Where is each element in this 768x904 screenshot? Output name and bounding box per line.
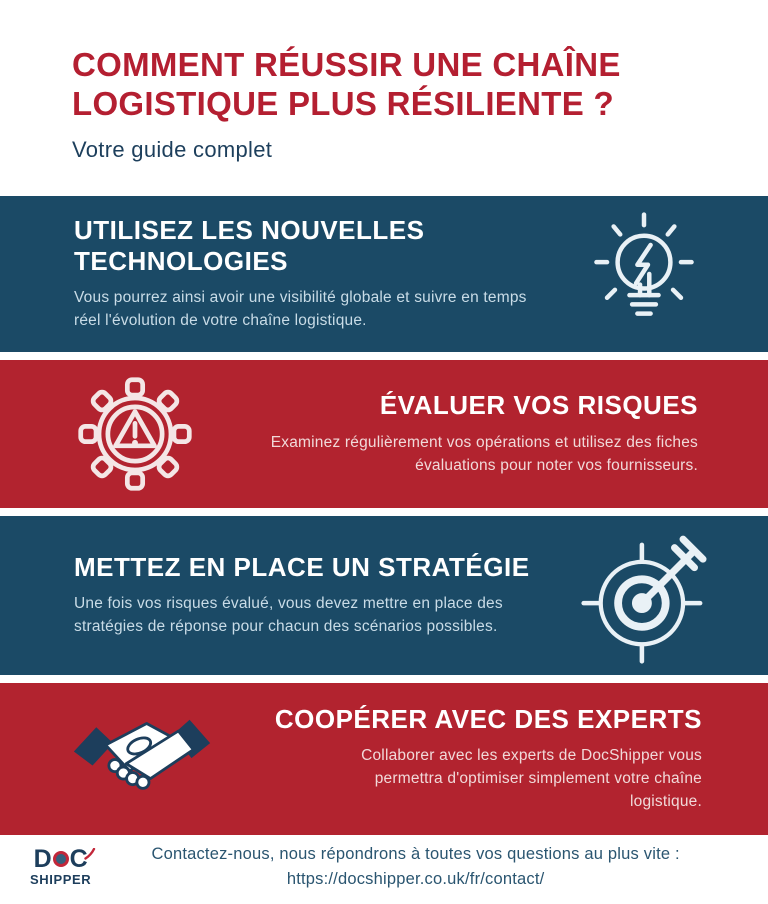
section-experts [0,683,768,835]
page-title: COMMENT RÉUSSIR UNE CHAÎNE LOGISTIQUE PLUS RÉSILIENTE ? [72,46,621,122]
section-title: METTEZ EN PLACE UN STRATÉGIE [74,551,530,582]
contact-block [91,842,734,892]
plane-swoosh-icon [84,840,96,865]
target-arrow-icon [578,525,720,667]
docshipper-logo [30,844,92,887]
contact-text: Contactez-nous, nous répondrons à toutes vos questions au plus vite : [151,844,680,863]
header [0,0,768,196]
handshake-icon [72,707,212,811]
section-content [266,390,698,477]
section-strategie [0,516,768,675]
section-body: Une fois vos risques évalué, vous devez mettre en place des stratégies de réponse pour chacun des scénarios possibles. [74,595,503,636]
section-body: Examinez régulièrement vos opérations et utilisez des fiches évaluations pour noter vos fournisseurs. [270,433,698,474]
section-content [74,552,530,639]
section-content [74,215,534,333]
contact-url[interactable]: https://docshipper.co.uk/fr/contact/ [286,869,545,888]
gear-warning-icon [76,375,194,493]
logo-letter-d: D [33,844,52,873]
section-technologies [0,196,768,352]
section-body: Vous pourrez ainsi avoir une visibilité globale et suivre en temps réel l'évolution de votre chaîne logistique. [74,288,527,329]
section-content [275,704,702,814]
logo-shipper-word: SHIPPER [30,871,92,887]
section-risques [0,360,768,508]
lightbulb-bolt-icon [578,208,710,340]
footer [0,835,768,904]
section-title: UTILISEZ LES NOUVELLES TECHNOLOGIES [74,215,425,276]
logo-letter-c: C [69,844,88,873]
logo-wordmark [33,844,88,873]
section-title: COOPÉRER AVEC DES EXPERTS [274,703,702,734]
page-subtitle: Votre guide complet [72,136,273,162]
section-title: ÉVALUER VOS RISQUES [379,390,698,421]
globe-icon [53,851,69,867]
section-body: Collaborer avec les experts de DocShipper vous permettra d'optimiser simplement votre chaîne logistique. [361,747,702,811]
